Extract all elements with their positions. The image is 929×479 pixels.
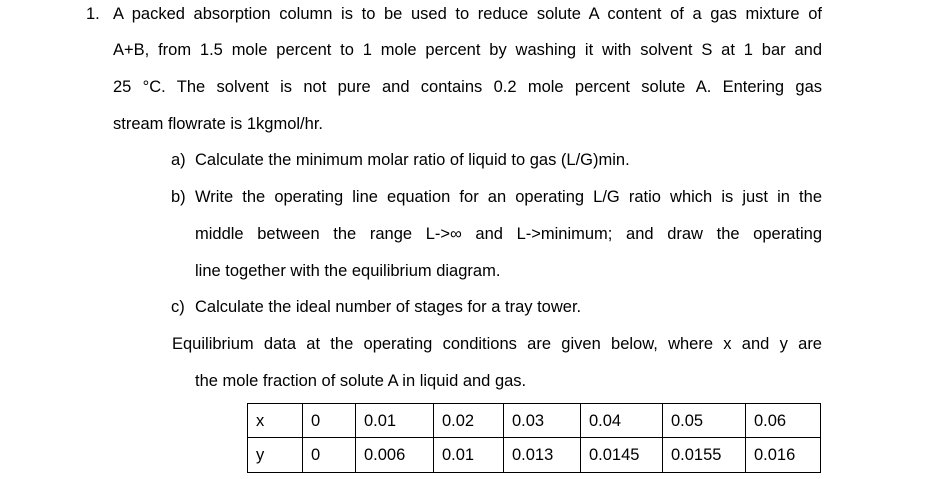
table-cell: 0	[303, 404, 356, 438]
table-cell: 0.0155	[663, 438, 746, 473]
problem-line-2: A+B, from 1.5 mole percent to 1 mole percent by washing it with solvent S at 1 bar and	[113, 41, 822, 59]
equilibrium-intro-line-2: the mole fraction of solute A in liquid and gas.	[195, 372, 527, 390]
part-b-label: b)	[171, 188, 186, 206]
table-cell: x	[248, 404, 303, 438]
table-cell: 0.04	[581, 404, 663, 438]
table-row-x	[248, 404, 821, 438]
part-c-label: c)	[171, 298, 185, 316]
equilibrium-table	[247, 403, 821, 473]
part-a-label: a)	[171, 151, 186, 169]
table-cell: 0.02	[434, 404, 504, 438]
table-cell: 0.006	[356, 438, 434, 473]
problem-line-3: 25 °C. The solvent is not pure and contains 0.2 mole percent solute A. Entering gas	[113, 78, 822, 96]
table-row-y	[248, 438, 821, 473]
part-c-text: Calculate the ideal number of stages for a tray tower.	[195, 298, 582, 316]
equilibrium-intro-line-1: Equilibrium data at the operating conditions are given below, where x and y are	[172, 335, 822, 353]
table-cell: 0.03	[504, 404, 581, 438]
table-cell: 0.013	[504, 438, 581, 473]
table-cell: 0.06	[746, 404, 821, 438]
table-cell: 0	[303, 438, 356, 473]
table-cell: 0.01	[356, 404, 434, 438]
part-a-text: Calculate the minimum molar ratio of liquid to gas (L/G)min.	[195, 151, 630, 169]
table-cell: 0.05	[663, 404, 746, 438]
question-number: 1.	[86, 5, 100, 23]
table-cell: 0.0145	[581, 438, 663, 473]
problem-line-1: A packed absorption column is to be used to reduce solute A content of a gas mixture of	[113, 5, 822, 23]
table-cell: 0.01	[434, 438, 504, 473]
table-cell: y	[248, 438, 303, 473]
table-cell: 0.016	[746, 438, 821, 473]
problem-line-4: stream flowrate is 1kgmol/hr.	[113, 115, 323, 133]
part-b-line-1: Write the operating line equation for an operating L/G ratio which is just in the	[195, 188, 822, 206]
part-b-line-2: middle between the range L->∞ and L->minimum; and draw the operating	[195, 225, 822, 243]
part-b-line-3: line together with the equilibrium diagram.	[195, 262, 501, 280]
